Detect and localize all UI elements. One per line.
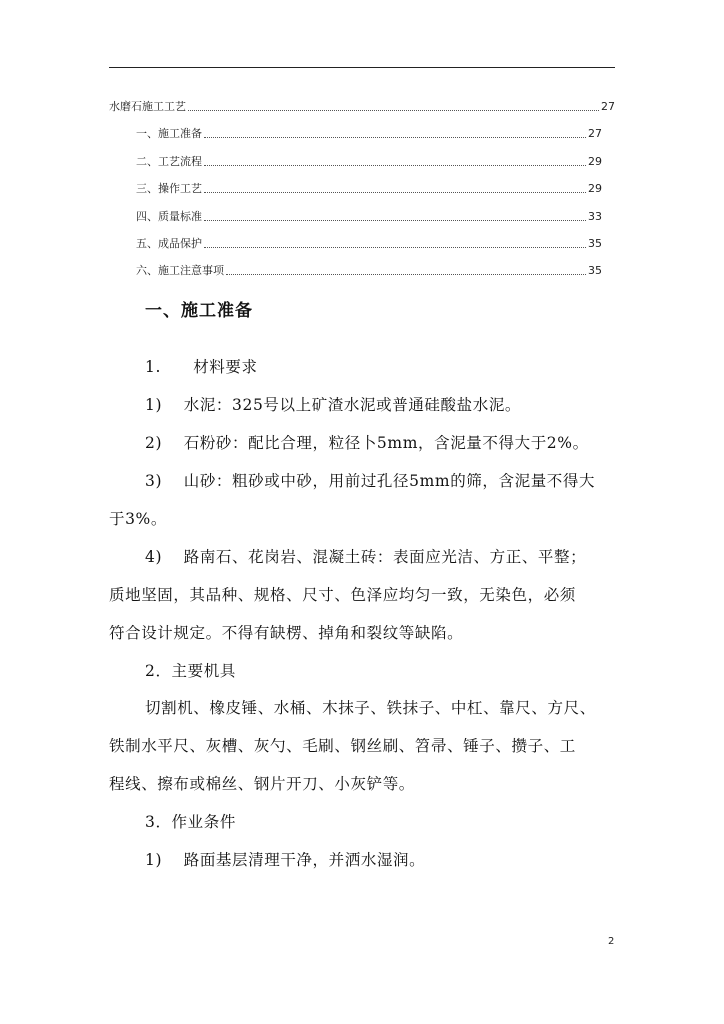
toc-page: 35 [588,237,602,250]
toc-entry[interactable] [136,127,602,141]
body-line: 3) 山砂：粗砂或中砂，用前过孔径5mm的筛，含泥量不得大 [145,472,596,490]
toc-entry[interactable] [136,155,602,169]
toc-leader [204,165,586,166]
toc-entry[interactable] [136,237,602,251]
toc-page: 27 [601,100,615,113]
toc-title: 六、施工注意事项 [136,264,224,277]
body-line: 1) 路面基层清理干净，并洒水湿润。 [145,851,426,869]
toc-page: 33 [588,210,602,223]
body-line: 4) 路南石、花岗岩、混凝土砖：表面应光洁、方正、平整； [145,548,587,566]
section-title: 一、施工准备 [145,301,253,321]
body-line: 程线、擦布或棉丝、钢片开刀、小灰铲等。 [109,775,415,793]
body-line: 2) 石粉砂：配比合理，粒径卜5mm，含泥量不得大于2%。 [145,434,589,452]
toc-title: 二、工艺流程 [136,155,202,168]
body-line: 1. 材料要求 [145,358,258,376]
page-number: 2 [608,936,615,947]
toc-entry[interactable] [136,210,602,224]
body-line: 于3%。 [109,510,167,528]
toc-title: 四、质量标准 [136,210,202,223]
toc-leader [188,110,599,111]
toc-title: 一、施工准备 [136,127,202,140]
body-line: 3．作业条件 [145,813,236,831]
toc-title: 水磨石施工工艺 [109,100,186,113]
toc-page: 29 [588,182,602,195]
toc-leader [204,247,586,248]
body-line: 切割机、橡皮锤、水桶、木抹子、铁抹子、中杠、靠尺、方尺、 [145,699,596,717]
body-line: 2．主要机具 [145,662,236,680]
toc-entry[interactable] [136,264,602,278]
toc-title: 三、操作工艺 [136,182,202,195]
toc-page: 35 [588,264,602,277]
toc-page: 29 [588,155,602,168]
toc-leader [226,274,586,275]
toc-entry[interactable] [136,182,602,196]
toc-leader [204,220,586,221]
body-line: 1) 水泥：325号以上矿渣水泥或普通硅酸盐水泥。 [145,396,522,414]
body-line: 质地坚固，其品种、规格、尺寸、色泽应均匀一致，无染色，必须 [109,586,576,604]
body-line: 铁制水平尺、灰槽、灰勺、毛刷、钢丝刷、笤帚、锤子、攒子、工 [109,737,576,755]
header-rule [109,67,615,68]
toc-leader [204,137,586,138]
toc-title: 五、成品保护 [136,237,202,250]
toc-page: 27 [588,127,602,140]
body-line: 符合设计规定。不得有缺楞、掉角和裂纹等缺陷。 [109,624,464,642]
toc-leader [204,192,586,193]
toc-entry[interactable] [109,100,615,114]
